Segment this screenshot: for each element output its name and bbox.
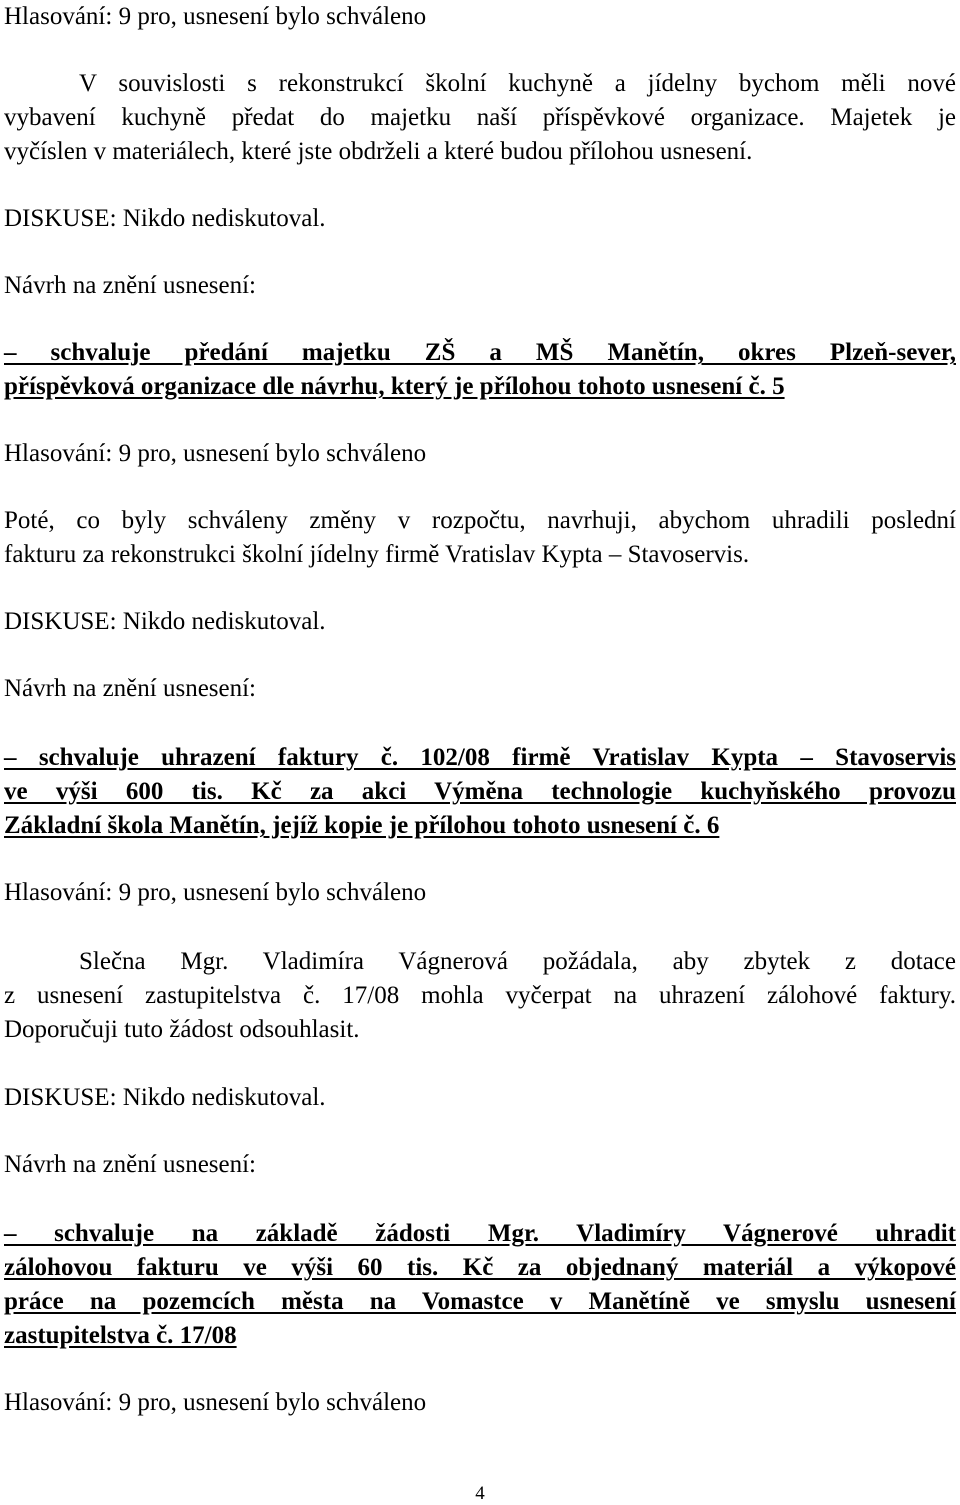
vote-result: Hlasování: 9 pro, usnesení bylo schváleno bbox=[4, 1389, 427, 1416]
page-number: 4 bbox=[475, 1483, 485, 1504]
discussion-note: DISKUSE: Nikdo nediskutoval. bbox=[4, 608, 326, 635]
resolution-heading: Návrh na znění usnesení: bbox=[4, 1151, 257, 1178]
resolution-line: zastupitelstva č. 17/08 bbox=[4, 1322, 237, 1349]
paragraph-line: fakturu za rekonstrukci školní jídelny firmě Vratislav Kypta – Stavoservis. bbox=[4, 541, 750, 568]
vote-result: Hlasování: 9 pro, usnesení bylo schváleno bbox=[4, 879, 427, 906]
resolution-line: – schvaluje uhrazení faktury č. 102/08 firmě Vratislav Kypta – Stavoservis bbox=[4, 744, 956, 771]
resolution-line: příspěvková organizace dle návrhu, který je přílohou tohoto usnesení č. 5 bbox=[4, 373, 785, 400]
vote-result: Hlasování: 9 pro, usnesení bylo schváleno bbox=[4, 3, 427, 30]
vote-result: Hlasování: 9 pro, usnesení bylo schváleno bbox=[4, 440, 427, 467]
resolution-line: zálohovou fakturu ve výši 60 tis. Kč za objednaný materiál a výkopové bbox=[4, 1254, 956, 1281]
resolution-heading: Návrh na znění usnesení: bbox=[4, 272, 257, 299]
paragraph-line: Slečna Mgr. Vladimíra Vágnerová požádala, aby zbytek z dotace bbox=[79, 948, 956, 975]
discussion-note: DISKUSE: Nikdo nediskutoval. bbox=[4, 205, 326, 232]
resolution-line: ve výši 600 tis. Kč za akci Výměna technologie kuchyňského provozu bbox=[4, 778, 956, 805]
resolution-line: Základní škola Manětín, jejíž kopie je přílohou tohoto usnesení č. 6 bbox=[4, 812, 720, 839]
resolution-line: – schvaluje na základě žádosti Mgr. Vladimíry Vágnerové uhradit bbox=[4, 1220, 956, 1247]
resolution-line: – schvaluje předání majetku ZŠ a MŠ Manětín, okres Plzeň-sever, bbox=[4, 339, 956, 366]
paragraph-line: V souvislosti s rekonstrukcí školní kuchyně a jídelny bychom měli nové bbox=[79, 70, 956, 97]
paragraph-line: z usnesení zastupitelstva č. 17/08 mohla vyčerpat na uhrazení zálohové faktury. bbox=[4, 982, 956, 1009]
resolution-line: práce na pozemcích města na Vomastce v Manětíně ve smyslu usnesení bbox=[4, 1288, 956, 1315]
discussion-note: DISKUSE: Nikdo nediskutoval. bbox=[4, 1084, 326, 1111]
paragraph-line: vybavení kuchyně předat do majetku naší příspěvkové organizace. Majetek je bbox=[4, 104, 956, 131]
paragraph-line: Poté, co byly schváleny změny v rozpočtu, navrhuji, abychom uhradili poslední bbox=[4, 507, 956, 534]
paragraph-line: vyčíslen v materiálech, které jste obdrželi a které budou přílohou usnesení. bbox=[4, 138, 753, 165]
resolution-heading: Návrh na znění usnesení: bbox=[4, 675, 257, 702]
paragraph-line: Doporučuji tuto žádost odsouhlasit. bbox=[4, 1016, 360, 1043]
